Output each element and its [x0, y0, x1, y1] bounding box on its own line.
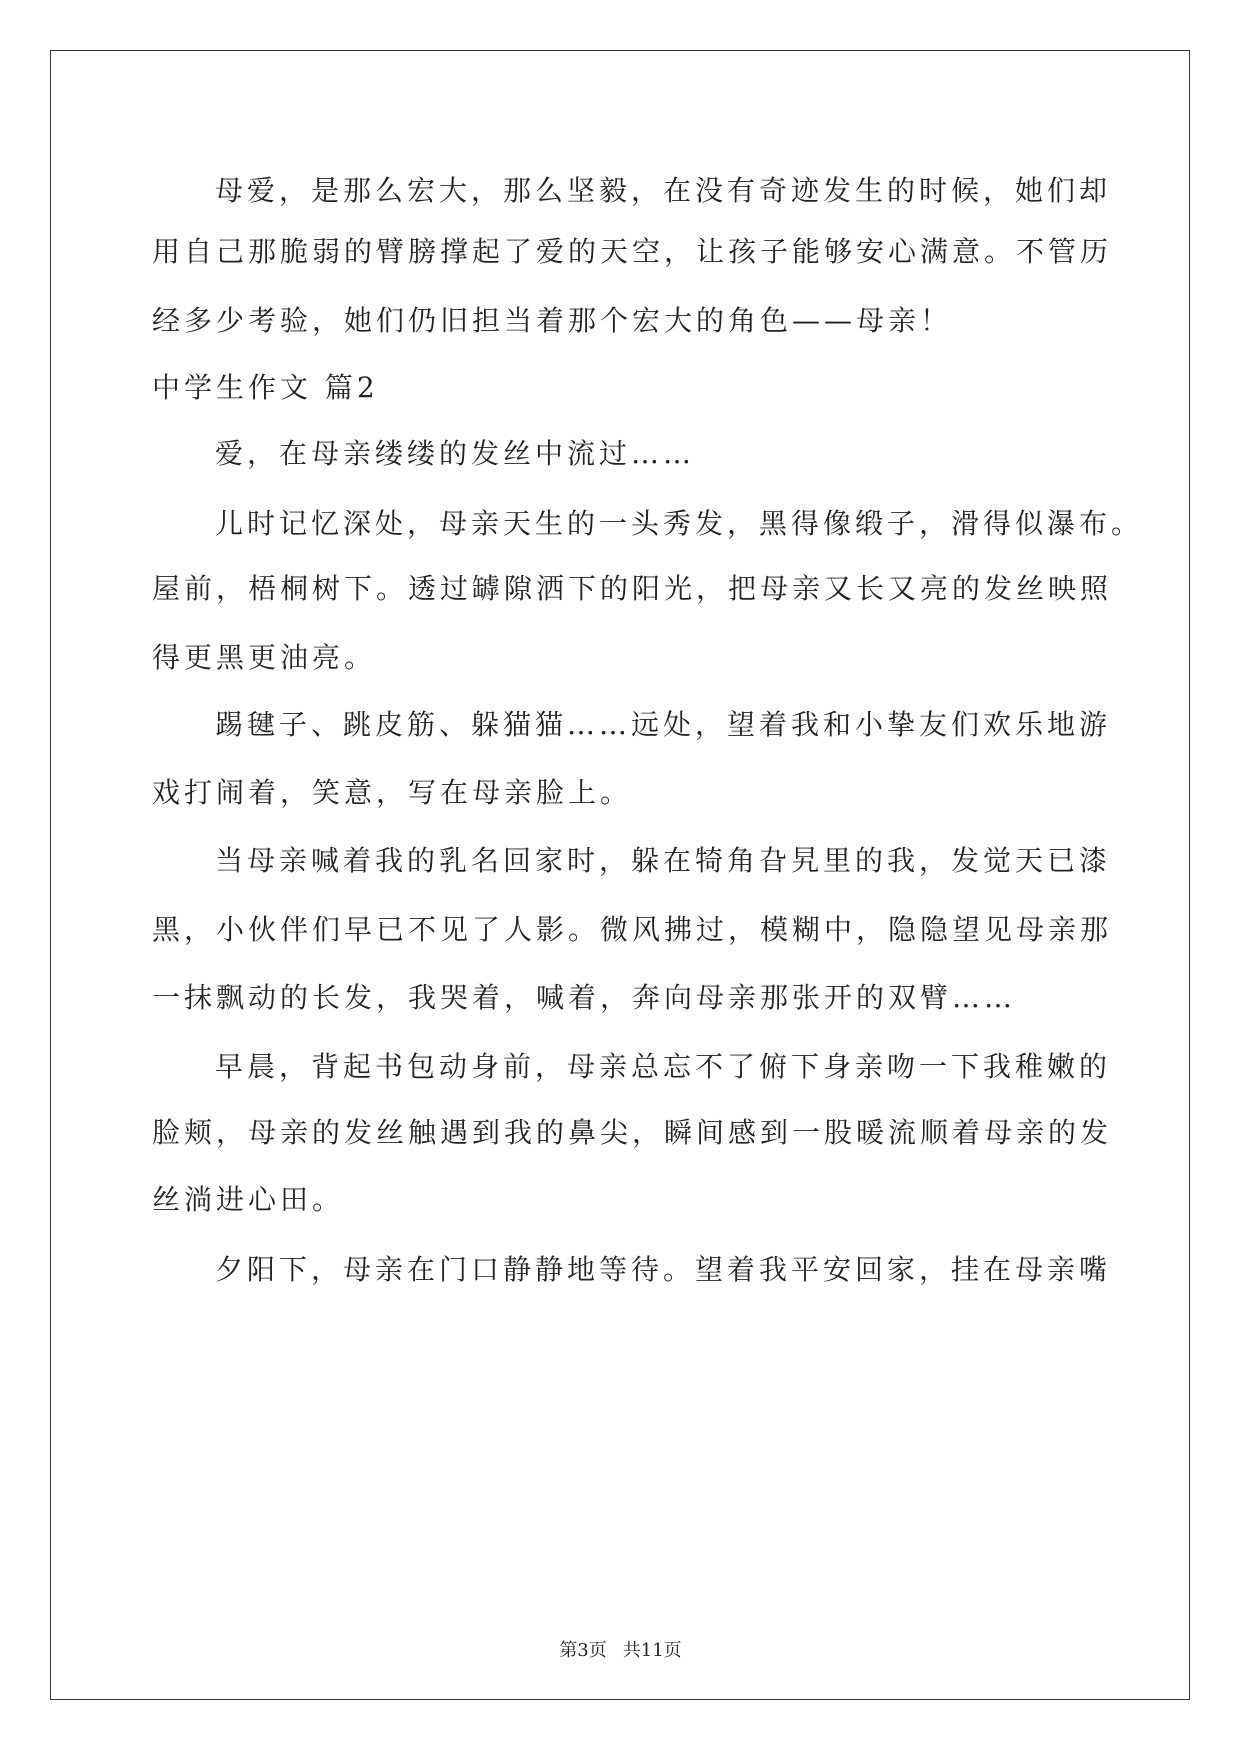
paragraph-line: 丝淌进心田。	[152, 1183, 345, 1216]
paragraph-line: 踢毽子、跳皮筋、躲猫猫……远处，望着我和小挚友们欢乐地游	[215, 708, 1112, 741]
paragraph-line: 儿时记忆深处，母亲天生的一头秀发，黑得像缎子，滑得似瀑布。	[215, 507, 1144, 540]
paragraph-line: 用自己那脆弱的臂膀撑起了爱的天空，让孩子能够安心满意。不管历	[152, 235, 1113, 268]
paragraph-line: 黑，小伙伴们早已不见了人影。微风拂过，模糊中，隐隐望见母亲那	[152, 913, 1113, 946]
section-heading: 中学生作文 篇2	[152, 371, 379, 404]
paragraph-line: 脸颊，母亲的发丝触遇到我的鼻尖，瞬间感到一股暖流顺着母亲的发	[152, 1116, 1113, 1149]
paragraph-line: 早晨，背起书包动身前，母亲总忘不了俯下身亲吻一下我稚嫩的	[215, 1050, 1112, 1083]
paragraph-line: 夕阳下，母亲在门口静静地等待。望着我平安回家，挂在母亲嘴	[215, 1253, 1112, 1286]
paragraph-line: 屋前，梧桐树下。透过罅隙洒下的阳光，把母亲又长又亮的发丝映照	[152, 572, 1113, 605]
paragraph-line: 母爱，是那么宏大，那么坚毅，在没有奇迹发生的时候，她们却	[215, 174, 1112, 207]
paragraph-line: 爱，在母亲缕缕的发丝中流过……	[215, 437, 696, 470]
page-number: 第3页	[559, 1640, 607, 1661]
paragraph-line: 得更黑更油亮。	[152, 641, 377, 674]
paragraph-line: 戏打闹着，笑意，写在母亲脸上。	[152, 776, 633, 809]
page-footer	[0, 1639, 1241, 1663]
paragraph-line: 一抹飘动的长发，我哭着，喊着，奔向母亲那张开的双臂……	[152, 981, 1017, 1014]
paragraph-line: 经多少考验，她们仍旧担当着那个宏大的角色——母亲！	[152, 304, 953, 337]
page-total: 共11页	[622, 1640, 682, 1661]
paragraph-line: 当母亲喊着我的乳名回家时，躲在犄角旮旯里的我，发觉天已漆	[215, 844, 1112, 877]
